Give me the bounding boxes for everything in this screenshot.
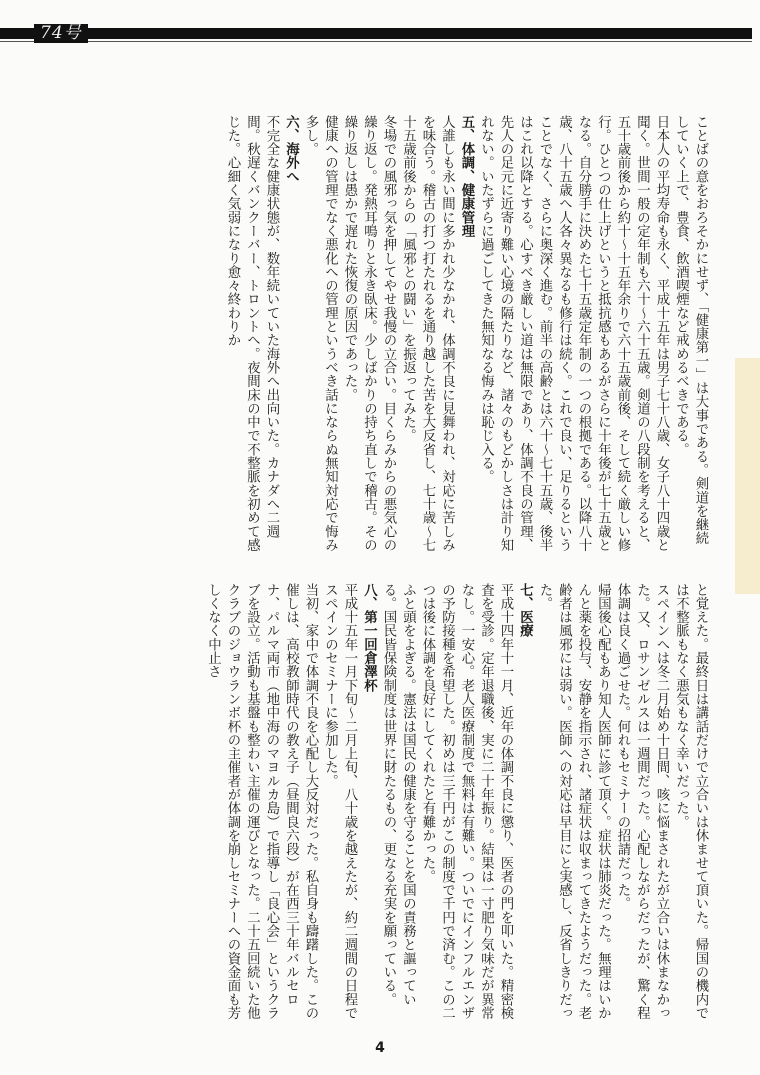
paragraph: 日本人の平均寿命も永く、平成十五年は男子七十八歳、女子八十四歳と聞く。世間一般の定年制も六十〜六十五歳。剣道の八段制を考えると、五十歳前後から約十〜十五年余りで六十五歳前後、そして続く厳しい修行。ひとつの仕上げというと抵抗感もあるがさらに十年後が七十五歳となる。自分勝手に決めた七十五歳定年制の一つの根拠である。以降八十歳、八十五歳へ人各々異なるも修行は続く。これで良い、足りるということでなく、さらに奥深く進む。前半の高齢とは六十〜七十五歳、後半はこれ以降とする。心すべき厳しい道は無限であり、体調不良の管理、先人の足元に近寄り難い心境の隔たりなど、諸々のもどかしさは計り知れない。いたずらに過ごしてきた無知なる悔みは恥じ入る。 xyxy=(478,115,669,552)
issue-number: 74号 xyxy=(34,24,88,43)
paragraph: 不完全な健康状態が、数年続いていた海外へ出向いた。カナダへ二週間。秋遅くバンクーバー、トロントへ。夜間床の中で不整脈を初めて感じた。心細く気弱になり愈々終わりか xyxy=(225,115,279,552)
margin-color-band xyxy=(735,358,760,594)
lower-text-block xyxy=(120,583,710,1033)
paragraph: 健康への管理でなく悪化への管理というべき話にならぬ無知対応で悔み多し。 xyxy=(303,115,338,552)
paragraph: ふと頭をよぎる。憲法は国民の健康を守ることを国の責務と謳っている。国民皆保険制度は世界に財たるもの、更なる充実を願っている。 xyxy=(381,583,416,1007)
page-number: 4 xyxy=(375,1040,385,1056)
header-rule-thin xyxy=(0,41,752,42)
section-heading-5: 五、体調、健康管理 xyxy=(459,115,474,238)
paragraph: 人誰しも永い間に多かれ少なかれ、体調不良に見舞われ、対応に苦しみを味合う。稽古の打つ打たれるを通り越した苦を大反省し、七十歳〜七十五歳前後からの「風邪との闘い」を振返ってみた。 xyxy=(400,115,455,552)
paragraph: スペインへは冬二月始め十日間、咳に悩まされたが立合いは休まなかった。又、ロサンゼルスは一週間だった。心配しながらだったが、驚く程体調は良く過ごせた。何れもセミナーの招請だった。 xyxy=(615,583,669,1020)
paragraph: 平成十五年一月下旬〜二月上旬、八十歳を越えたが、約二週間の日程でスペインのセミナーに参加した。 xyxy=(322,583,357,1020)
paragraph: 当初、家中で体調不良を心配し大反対だった。私自身も躊躇した。この催しは、高校教師時代の教え子（昼間良六段）が在西三十年バルセロナ、パルマ両市（地中海のマヨルカ島）で指導し「良心会」というクラブを設立。活動も基盤も整わい主催の運びとなった。二十五回続いた他クラブのジョウランボ杯の主催者が体調を崩しセミナーへの資金面も芳しくなく中止さ xyxy=(205,583,318,1020)
section-heading-7: 七、医療 xyxy=(517,583,533,638)
paragraph: 平成十四年十一月、近年の体調不良に懲り、医者の門を叩いた。精密検査を受診。定年退職後、実に二十年振り。結果は一寸肥り気味だが異常なし。一安心。老人医療制度で無料は有難い。ついでにインフルエンザの予防接種を希望した。初めは三千円がこの制度で千円で済む。この二つは後に体調を良好にしてくれたと有難かった。 xyxy=(420,583,513,1020)
upper-text-block xyxy=(120,115,710,555)
paragraph: 帰国後心配もあり知人医師に診て頂く。症状は肺炎だった。無理はいかんと薬を投与、安静を指示され、諸症状は収まってきたようだった。老齢者は風邪には弱い。医師への対応は早目にと実感し、反省しきりだった。 xyxy=(537,583,611,1020)
section-heading-8: 八、第一回倉澤杯 xyxy=(361,583,377,693)
section-heading-6: 六、海外へ xyxy=(283,115,299,184)
paragraph: と覚えた。最終日は講話だけで立合いは休ませて頂いた。帰国の機内では不整脈もなく悪気もなく幸いだった。 xyxy=(673,583,708,1020)
header-rule xyxy=(0,28,752,39)
paragraph: ことばの意をおろそかにせず、「健康第一」は大事である。剣道を継続していく上で、豊食、飲酒喫煙など戒めるべきである。 xyxy=(673,115,708,546)
paragraph: 冬場での風邪っ気を押してやせ我慢の立合い。目くらみからの悪気心の繰り返し。発熱耳鳴りと永き臥床。少しばかりの持ち直しで稽古。その繰り返しは愚かで遅れた恢復の原因であった。 xyxy=(342,115,396,552)
